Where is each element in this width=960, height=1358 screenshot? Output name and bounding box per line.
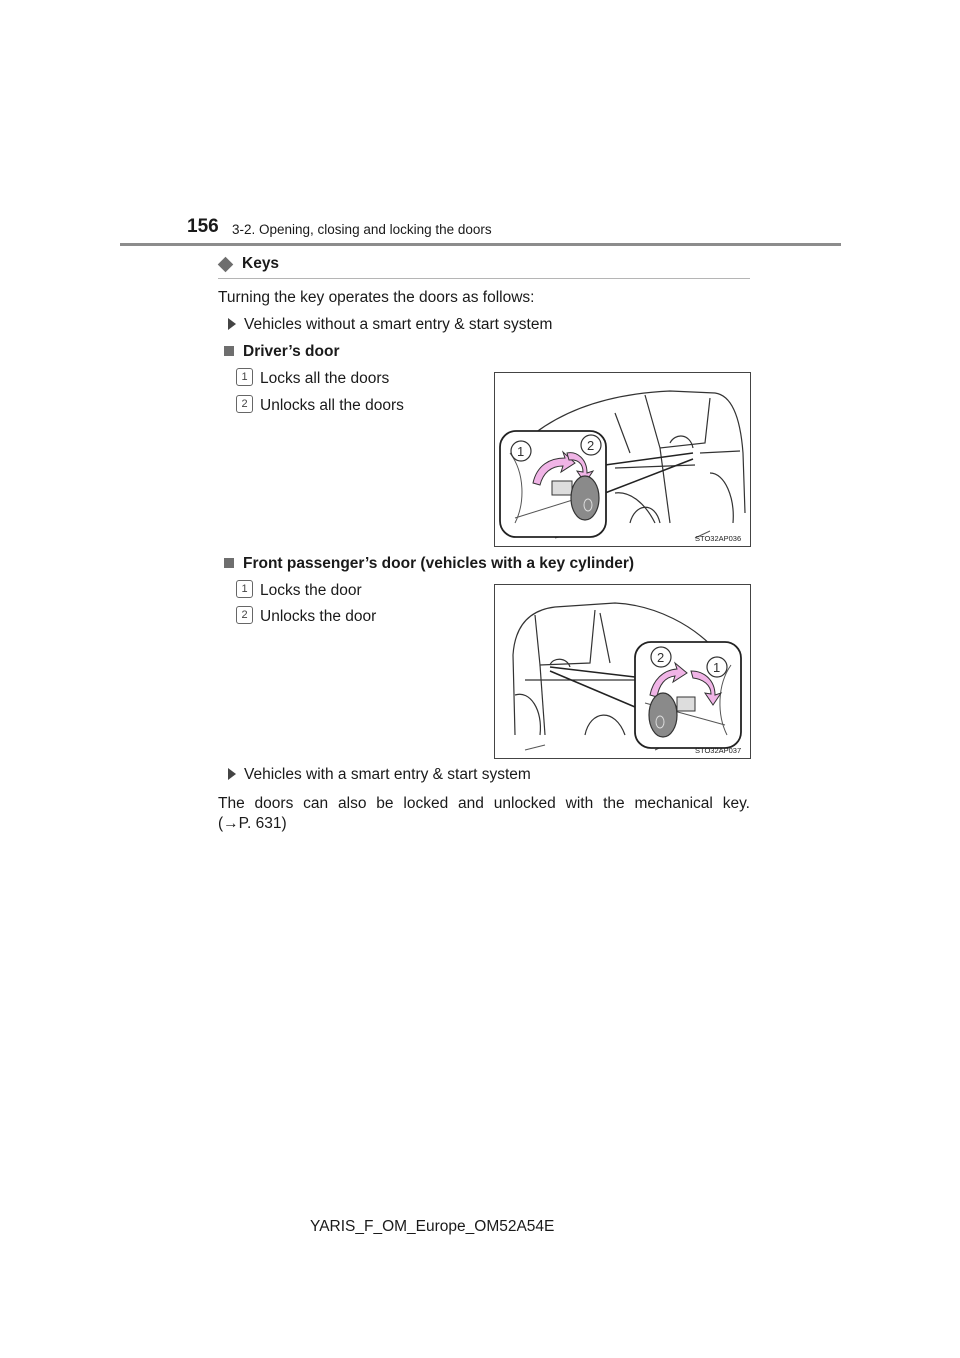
callout-number-2: 2 bbox=[236, 395, 253, 413]
mechanical-key-line-2: (→P. 631) bbox=[218, 815, 287, 832]
callout-number-2: 2 bbox=[236, 606, 253, 624]
drivers-door-item-1: Locks all the doors bbox=[260, 370, 390, 387]
keys-heading bbox=[218, 254, 750, 279]
with-smart-entry-item bbox=[228, 766, 531, 784]
passengers-door-title: Front passenger’s door (vehicles with a key cylinder) bbox=[243, 555, 635, 572]
arrow-bullet-icon bbox=[228, 318, 236, 330]
intro-text: Turning the key operates the doors as follows: bbox=[218, 289, 535, 306]
document-id: YARIS_F_OM_Europe_OM52A54E bbox=[310, 1218, 555, 1235]
callout-number-1: 1 bbox=[236, 580, 253, 598]
passengers-door-illustration bbox=[495, 585, 750, 758]
figure-callout-2: 2 bbox=[657, 650, 665, 665]
section-title: 3-2. Opening, closing and locking the doors bbox=[232, 222, 492, 237]
callout-number-1: 1 bbox=[236, 368, 253, 386]
figure-code: STO32AP037 bbox=[695, 746, 742, 755]
passengers-door-figure bbox=[494, 584, 751, 759]
figure-callout-1: 1 bbox=[713, 660, 721, 675]
keys-heading-text: Keys bbox=[242, 255, 280, 272]
drivers-door-title: Driver’s door bbox=[243, 343, 340, 360]
arrow-bullet-icon bbox=[228, 768, 236, 780]
drivers-door-heading bbox=[224, 343, 339, 361]
page-number: 156 bbox=[187, 216, 219, 237]
passengers-door-item-2: Unlocks the door bbox=[260, 608, 377, 625]
square-bullet-icon bbox=[224, 346, 234, 356]
diamond-icon bbox=[218, 257, 234, 273]
figure-code: STO32AP036 bbox=[695, 534, 742, 543]
drivers-door-figure bbox=[494, 372, 751, 547]
with-smart-entry-text: Vehicles with a smart entry & start system bbox=[244, 766, 531, 783]
without-smart-entry-item bbox=[228, 316, 552, 334]
square-bullet-icon bbox=[224, 558, 234, 568]
drivers-door-item-2: Unlocks all the doors bbox=[260, 397, 404, 414]
drivers-door-illustration bbox=[495, 373, 750, 546]
header-rule bbox=[120, 243, 841, 246]
mechanical-key-line-1: The doors can also be locked and unlocked with the mechanical key. bbox=[218, 795, 750, 812]
passengers-door-item-1: Locks the door bbox=[260, 582, 362, 599]
figure-callout-2: 2 bbox=[587, 438, 595, 453]
passengers-door-heading bbox=[224, 555, 634, 573]
figure-callout-1: 1 bbox=[517, 444, 525, 459]
without-smart-entry-text: Vehicles without a smart entry & start system bbox=[244, 316, 553, 333]
